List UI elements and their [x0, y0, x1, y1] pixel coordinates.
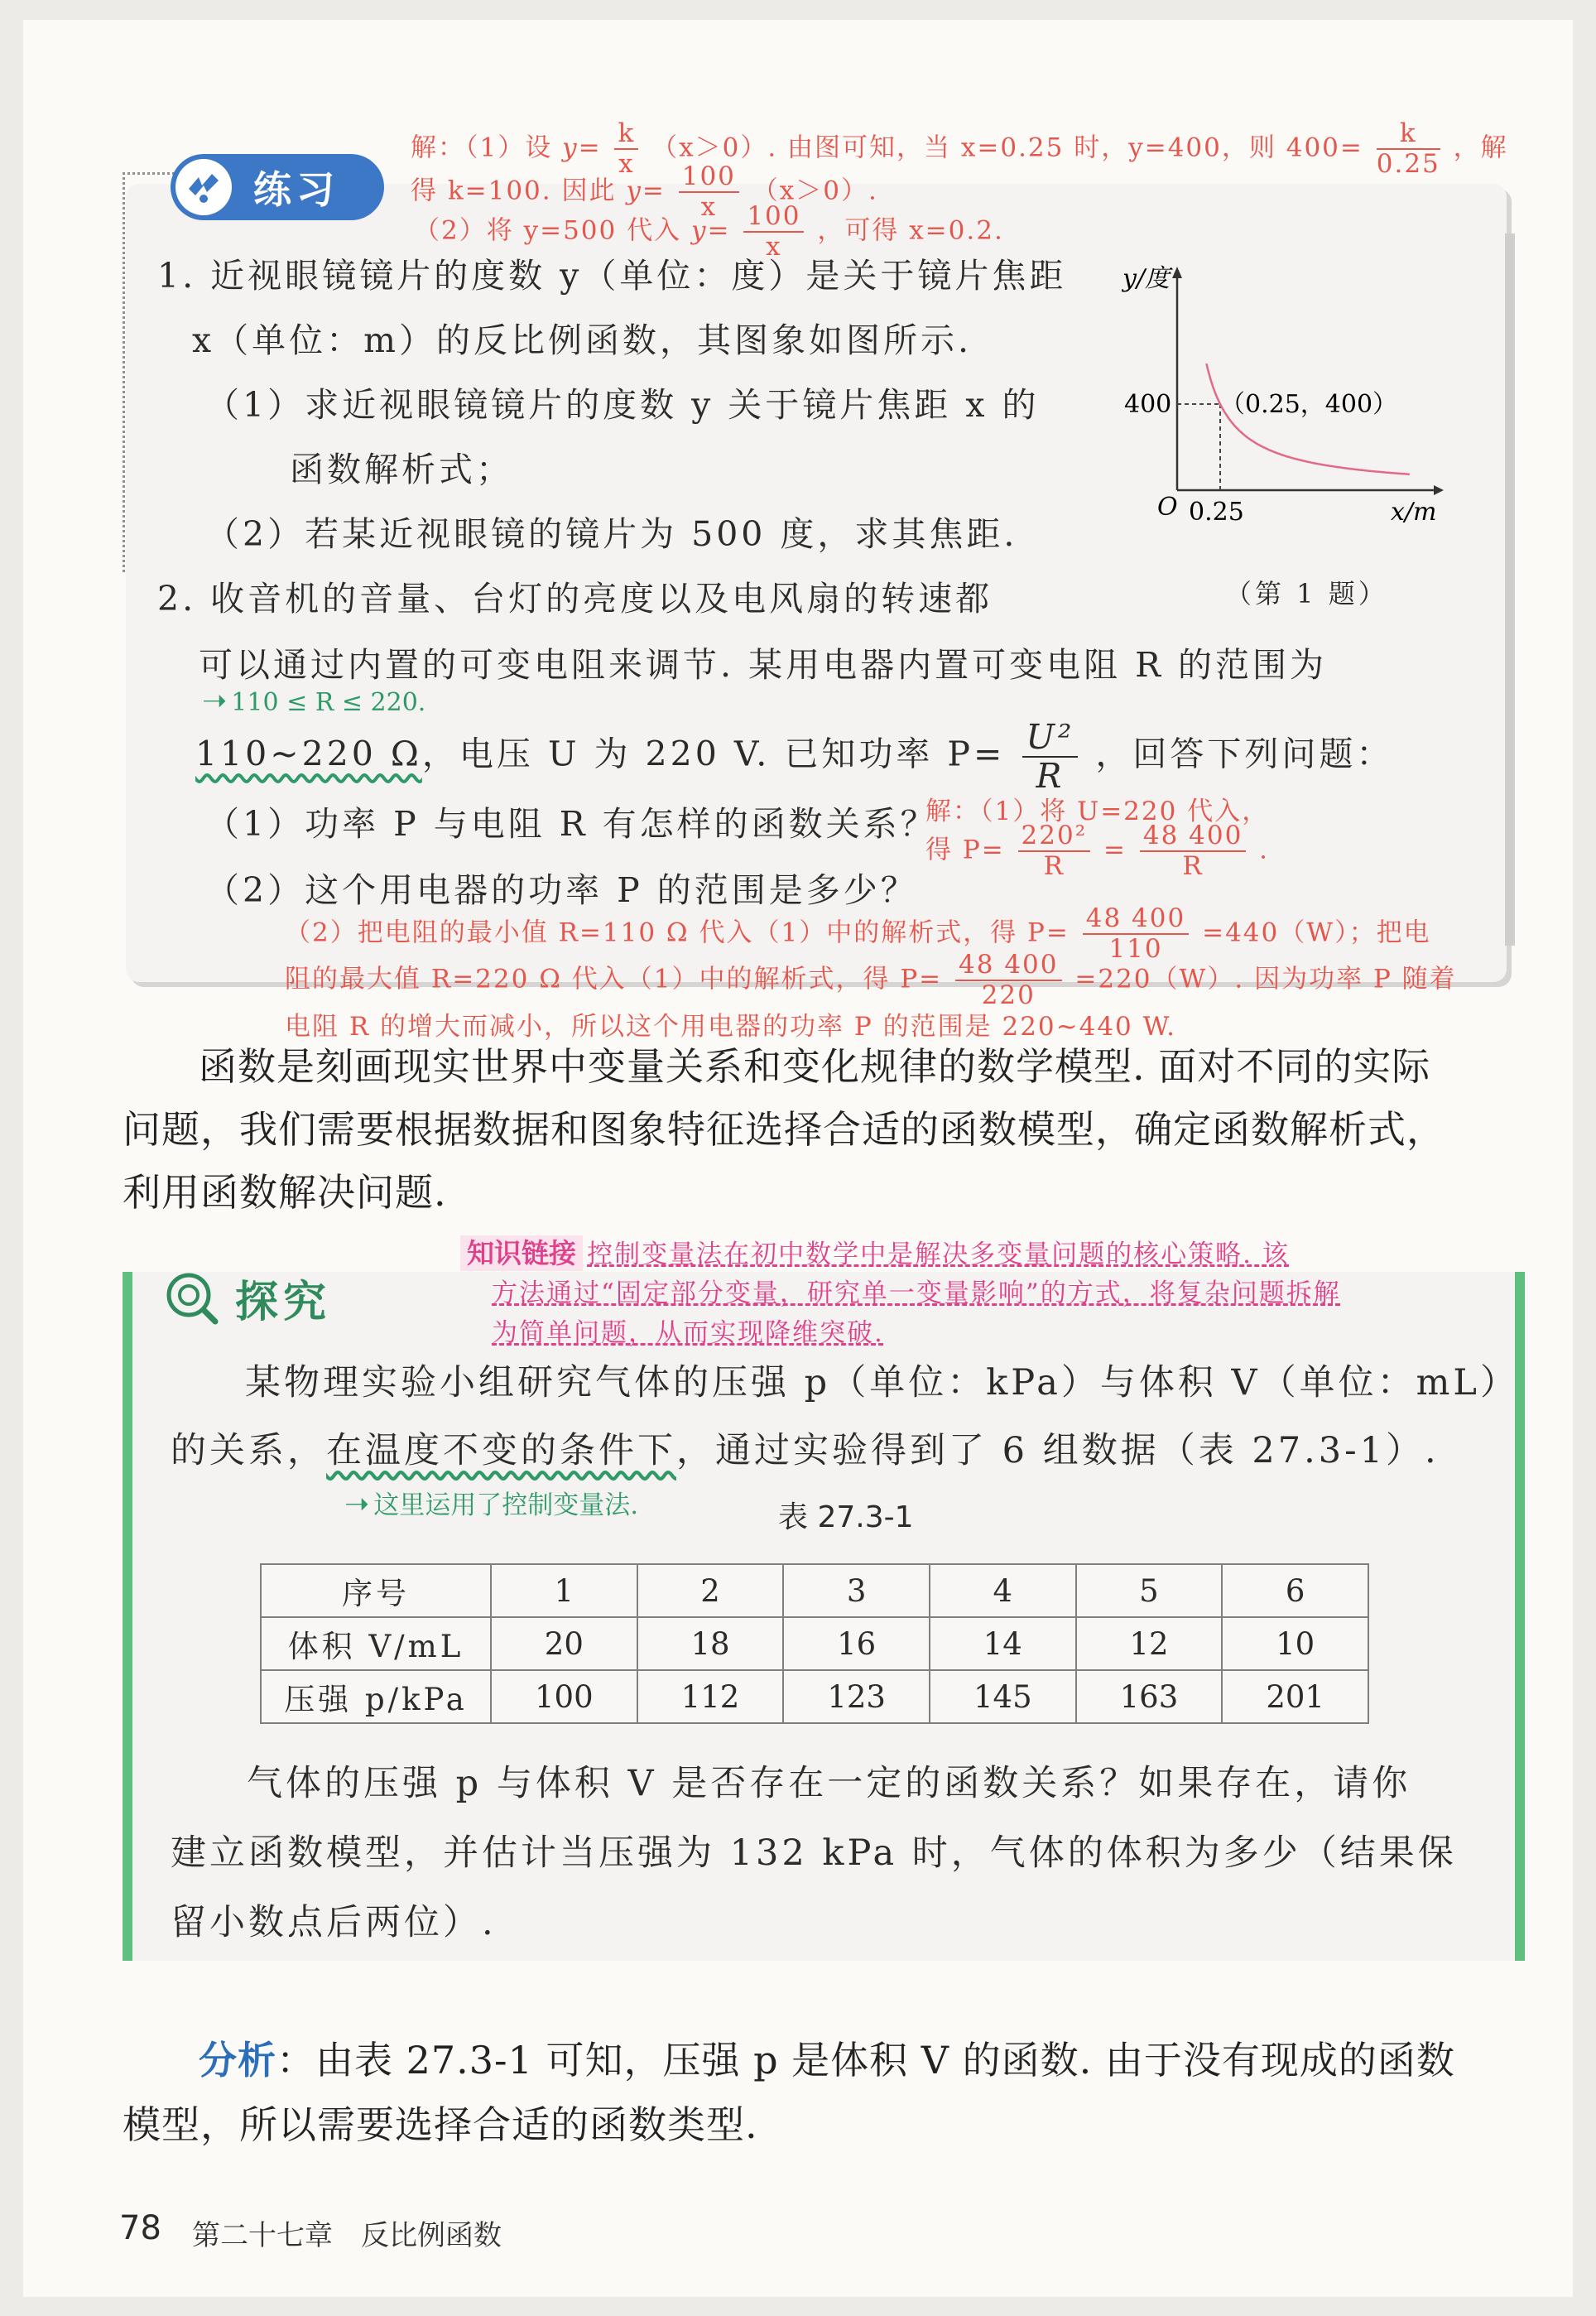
table-cell: 112: [637, 1670, 784, 1723]
range-note-text: 110 ≤ R ≤ 220.: [231, 688, 426, 717]
point-label: （0.25，400）: [1220, 390, 1398, 419]
inquiry-line2: 的关系，在温度不变的条件下，通过实验得到了 6 组数据（表 27.3-1）.: [171, 1430, 1440, 1471]
table-cell: 2: [637, 1564, 784, 1617]
question-line2: 建立函数模型，并估计当压强为 132 kPa 时，气体的体积为多少（结果保: [171, 1832, 1457, 1874]
inquiry-title: 探究: [235, 1278, 332, 1327]
arrow-icon: ➝: [202, 684, 228, 718]
table-row-header: 体积 V/mL: [261, 1617, 491, 1670]
table-cell: 3: [783, 1564, 930, 1617]
q2-answer2-line2: 阻的最大值 R=220 Ω 代入（1）中的解析式，得 P= $\frac{48 400}{220}$ =220（W）. 因为功率 P 随着: [285, 950, 1457, 1010]
control-note: [344, 1484, 638, 1521]
x-axis-label: x/m: [1391, 498, 1437, 527]
question-line1: 气体的压强 p 与体积 V 是否存在一定的函数关系？如果存在，请你: [247, 1763, 1411, 1804]
solution1-line2: 得 k=100. 因此 y= $\frac{100}{x}$ （x＞0）.: [411, 161, 878, 222]
table-cell: 1: [491, 1564, 637, 1617]
y-axis-label: y/度: [1122, 264, 1171, 293]
table-row-header: 压强 p/kPa: [261, 1670, 491, 1723]
table-cell: 145: [930, 1670, 1076, 1723]
paragraph-line1: 函数是刻画现实世界中变量关系和变化规律的数学模型. 面对不同的实际: [199, 1044, 1431, 1089]
table-row-header: 序号: [261, 1564, 491, 1617]
control-note-text: 这里运用了控制变量法.: [373, 1490, 639, 1520]
q2-answer1-line2: 得 P= $\frac{\text{220²}}{R}$ = $\frac{48 400}{R}$ .: [925, 821, 1270, 881]
table-cell: 20: [491, 1617, 637, 1670]
q1-sub1-line2: 函数解析式；: [290, 450, 513, 489]
table-cell: 14: [930, 1617, 1076, 1670]
table-cell: 100: [491, 1670, 637, 1723]
table-cell: 4: [930, 1564, 1076, 1617]
table-caption: 表 27.3-1: [778, 1500, 914, 1534]
table-row: [261, 1670, 1368, 1723]
inverse-function-graph: [1109, 257, 1457, 538]
range-note: [202, 684, 425, 718]
q2-sub2: （2）这个用电器的功率 P 的范围是多少？: [205, 870, 918, 910]
practice-badge-label: 练习: [253, 167, 339, 212]
solution2-line: （2）将 y=500 代入 y= $\frac{100}{x}$ ，可得 x=0.2.: [414, 201, 1004, 262]
q2-answer2-line1: （2）把电阻的最小值 R=110 Ω 代入（1）中的解析式，得 P= $\frac{48 400}{110}$ =440（W）；把电: [285, 903, 1431, 964]
table-row: [261, 1564, 1368, 1617]
page-number: 78: [119, 2209, 161, 2247]
table-cell: 12: [1076, 1617, 1223, 1670]
analysis-line1: 分析：由表 27.3-1 可知，压强 p 是体积 V 的函数. 由于没有现成的函数: [199, 2038, 1455, 2082]
table-cell: 18: [637, 1617, 784, 1670]
analysis-line2: 模型，所以需要选择合适的函数类型.: [123, 2102, 758, 2147]
graph-caption: （第 1 题）: [1225, 578, 1388, 609]
magnifier-icon: [164, 1270, 220, 1327]
chapter-title: 第二十七章 反比例函数: [192, 2219, 502, 2252]
q1-line1: 1. 近视眼镜镜片的度数 y（单位：度）是关于镜片焦距: [157, 256, 1067, 296]
table-cell: 201: [1222, 1670, 1368, 1723]
table-cell: 10: [1222, 1617, 1368, 1670]
origin-label: O: [1157, 493, 1178, 522]
knowledge-link-line3: 为简单问题，从而实现降维突破.: [492, 1318, 884, 1348]
q2-line2: 可以通过内置的可变电阻来调节. 某用电器内置可变电阻 R 的范围为: [199, 645, 1327, 685]
table-row: [261, 1617, 1368, 1670]
analysis-label: 分析: [199, 2038, 276, 2082]
table-cell: 163: [1076, 1670, 1223, 1723]
paragraph-line3: 利用函数解决问题.: [123, 1170, 447, 1215]
range-wavy-underline: 110~220 Ω: [195, 734, 422, 774]
condition-wavy-underline: 在温度不变的条件下: [326, 1430, 676, 1471]
knowledge-link-line2: 方法通过“固定部分变量，研究单一变量影响”的方式，将复杂问题拆解: [492, 1278, 1341, 1308]
data-table: [260, 1563, 1369, 1724]
inquiry-line1: 某物理实验小组研究气体的压强 p（单位：kPa）与体积 V（单位：mL）: [245, 1362, 1519, 1404]
q2-sub1: （1）功率 P 与电阻 R 有怎样的函数关系？: [205, 804, 938, 844]
practice-icon: [175, 159, 232, 215]
q2-answer2-line3: 电阻 R 的增大而减小，所以这个用电器的功率 P 的范围是 220~440 W.: [285, 1012, 1176, 1042]
q1-line2: x（单位：m）的反比例函数，其图象如图所示.: [192, 320, 973, 360]
q1-sub2: （2）若某近视眼镜的镜片为 500 度，求其焦距.: [205, 514, 1018, 554]
table-cell: 5: [1076, 1564, 1223, 1617]
q2-line1: 2. 收音机的音量、台灯的亮度以及电风扇的转速都: [157, 579, 993, 619]
question-line3: 留小数点后两位）.: [171, 1902, 497, 1943]
paragraph-line2: 问题，我们需要根据数据和图象特征选择合适的函数模型，确定函数解析式，: [123, 1107, 1445, 1152]
q1-sub1-line1: （1）求近视眼镜镜片的度数 y 关于镜片焦距 x 的: [205, 385, 1040, 425]
y-tick-label: 400: [1124, 390, 1172, 419]
table-cell: 16: [783, 1617, 930, 1670]
practice-badge: [171, 154, 384, 220]
x-axis-arrow: [1434, 485, 1444, 495]
knowledge-link: [460, 1232, 1290, 1271]
table-cell: 6: [1222, 1564, 1368, 1617]
knowledge-link-line1: 控制变量法在初中数学中是解决多变量问题的核心策略. 该: [587, 1240, 1290, 1269]
q2-answer1-line1: 解：（1）将 U=220 代入，: [925, 797, 1270, 826]
solution1-line1: 解：（1）设 y= $\frac{k}{x}$ （x＞0）. 由图可知，当 x=0.25 时，y=400，则 400= $\frac{k}{0.25}$ ，解: [411, 118, 1508, 179]
q2-line3: 110~220 Ω，电压 U 为 220 V. 已知功率 P= $\frac{\text{U²}}{R}$ ，回答下列问题：: [195, 717, 1394, 796]
table-cell: 123: [783, 1670, 930, 1723]
y-axis-arrow: [1172, 267, 1182, 278]
arrow-icon: ➝: [344, 1487, 370, 1521]
knowledge-link-title: 知识链接: [460, 1235, 583, 1271]
x-tick-label: 0.25: [1189, 498, 1244, 527]
